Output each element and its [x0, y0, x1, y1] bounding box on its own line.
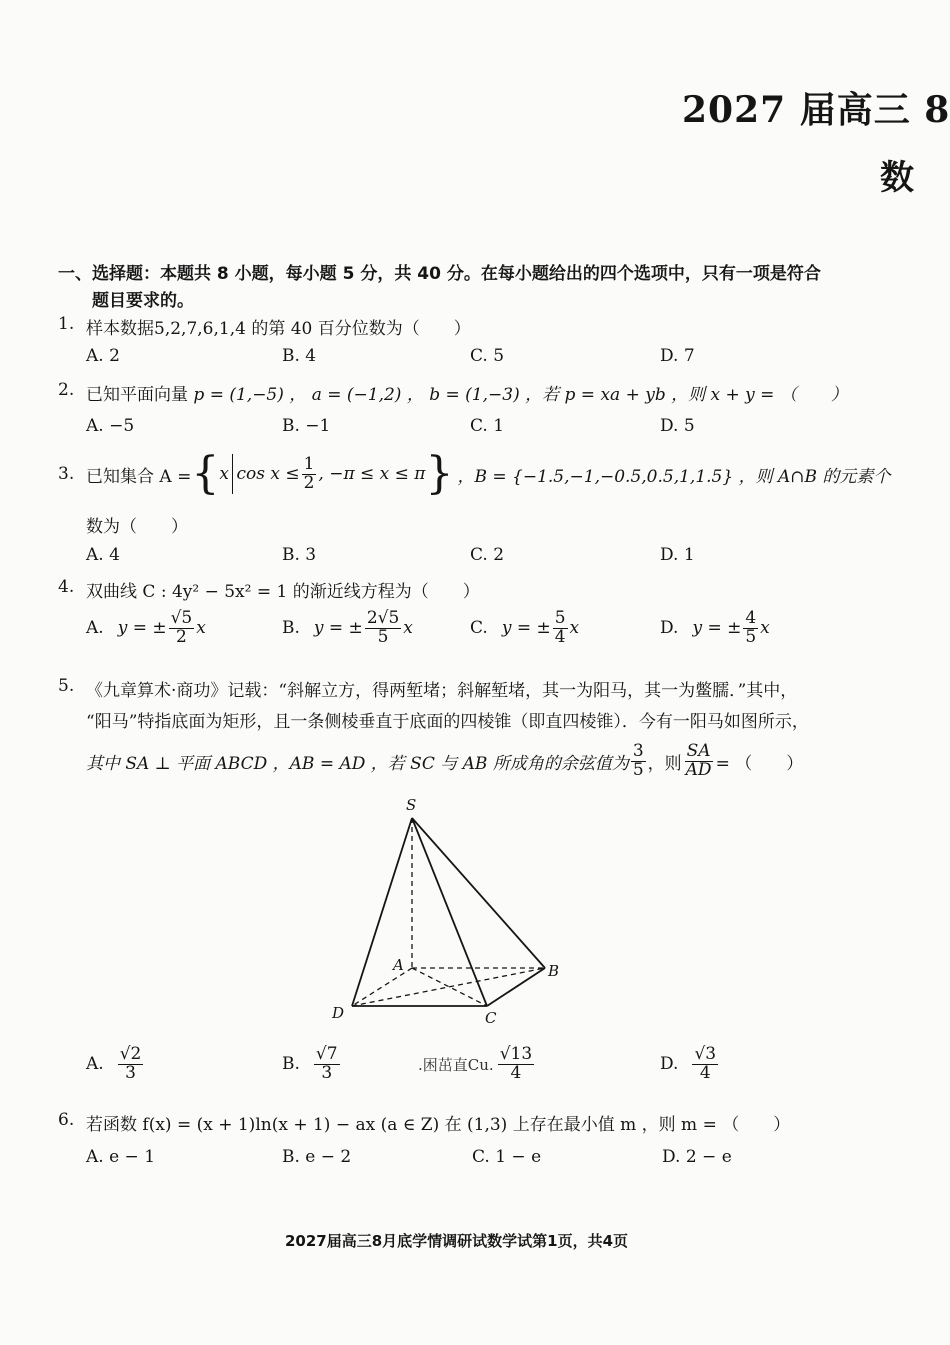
fraction: [314, 1043, 340, 1083]
section-heading: 一、选择题：本题共 8 小题，每小题 5 分，共 40 分。在每小题给出的四个选项中，只有一项是符合: [58, 264, 821, 284]
option-var: x: [196, 618, 206, 639]
question-stem: [86, 446, 890, 502]
fraction-den: 3: [125, 1062, 136, 1083]
question-stem-cont: 数为（ ）: [86, 517, 188, 537]
fraction: [631, 740, 646, 780]
option-var: x: [569, 618, 580, 639]
edge-cb: [487, 968, 545, 1006]
question-stem: 双曲线 C : 4y² − 5x² = 1 的渐近线方程为（ ）: [86, 582, 480, 602]
fraction: [302, 453, 317, 493]
question-stem: [86, 380, 848, 405]
option-d[interactable]: D. 2 − e: [662, 1147, 732, 1167]
fraction: [743, 610, 758, 647]
edge-sc: [412, 818, 487, 1006]
option-label: A.: [86, 618, 104, 639]
option-d[interactable]: D. 5: [660, 416, 695, 436]
stem-math: 其中 SA ⊥ 平面 ABCD ，AB = AD ，若 SC 与 AB 所成角的余弦值为: [86, 753, 629, 774]
fraction-num: √5: [170, 608, 193, 628]
pyramid-figure: [320, 790, 580, 1030]
option-c[interactable]: C. 1: [470, 416, 505, 436]
edge-sd: [352, 818, 412, 1006]
edge-sb: [412, 818, 545, 968]
vertex-label-d: D: [332, 1004, 345, 1022]
option-b[interactable]: B. 4: [282, 346, 317, 366]
question-number: 1.: [58, 314, 75, 334]
question-stem: 若函数 f(x) = (x + 1)ln(x + 1) − ax (a ∈ Z) 在 (1,3) 上存在最小值 m ，则 m = （ ）: [86, 1115, 791, 1135]
option-b[interactable]: B. 3: [282, 545, 317, 565]
question-number: 3.: [58, 464, 75, 484]
fraction-den: 4: [699, 1062, 711, 1083]
question-number: 6.: [58, 1110, 75, 1130]
option-d[interactable]: [660, 610, 770, 647]
vertex-label-a: A: [393, 956, 404, 974]
question-stem: 样本数据5,2,7,6,1,4 的第 40 百分位数为（ ）: [86, 319, 471, 339]
set-close-brace: }: [425, 448, 454, 499]
option-c[interactable]: C. 1 − e: [472, 1147, 542, 1167]
set-open-brace: {: [191, 448, 220, 499]
fraction: [498, 1043, 534, 1083]
option-a[interactable]: [86, 1036, 145, 1092]
vertex-label-b: B: [548, 962, 560, 980]
fraction-num: √2: [119, 1043, 142, 1064]
option-expr: y = ±: [117, 618, 167, 639]
stem-text: ，则: [647, 753, 682, 774]
option-b[interactable]: B. −1: [282, 416, 331, 436]
question-number: 2.: [58, 380, 75, 400]
option-label: B.: [282, 618, 300, 639]
set-range: , −π ≤ x ≤ π: [318, 464, 426, 484]
vertex-label-c: C: [485, 1009, 497, 1027]
option-b[interactable]: B. e − 2: [282, 1147, 352, 1167]
section-heading-cont: 题目要求的。: [92, 291, 194, 311]
option-label: A.: [86, 1054, 104, 1074]
stem-text: 已知平面向量: [86, 385, 194, 405]
set-cond: cos x ≤: [236, 464, 300, 484]
fraction: [365, 610, 401, 647]
option-c[interactable]: C. 5: [470, 346, 505, 366]
fraction-den: 4: [554, 626, 566, 647]
fraction: [169, 610, 195, 647]
set-var: x: [219, 464, 229, 484]
stem-math: p = (1,−5) ， a = (−1,2) ， b = (1,−3) ，若 p = xa + yb ，则 x + y = （ ）: [193, 385, 848, 405]
fraction-num: SA: [686, 740, 711, 761]
option-expr: y = ±: [313, 618, 363, 639]
fraction-num: 3: [632, 740, 644, 761]
question-stem: 《九章算术·商功》记载：“斜解立方，得两堑堵；斜解堑堵，其一为阳马，其一为鳖臑．”其中，: [86, 681, 798, 701]
fraction-den: 2: [176, 626, 187, 647]
fraction-den: 2: [303, 472, 315, 493]
exam-title: 2027 届高三 8: [682, 89, 950, 131]
option-c[interactable]: [470, 610, 579, 647]
question-number: 4.: [58, 577, 75, 597]
fraction-den: 5: [632, 759, 644, 780]
option-b[interactable]: [282, 1036, 342, 1092]
fraction-den: 5: [377, 626, 389, 647]
fraction: [118, 1043, 144, 1083]
fraction-den: 3: [321, 1062, 333, 1083]
option-var: x: [760, 618, 770, 639]
fraction-den: AD: [685, 759, 712, 780]
fraction: [692, 1043, 718, 1083]
fraction: [684, 740, 714, 780]
option-d[interactable]: D. 1: [660, 545, 695, 565]
option-expr: y = ±: [692, 618, 742, 639]
option-a[interactable]: A. e − 1: [86, 1147, 156, 1167]
option-c[interactable]: C. 2: [470, 545, 505, 565]
option-a[interactable]: [86, 610, 206, 647]
option-b[interactable]: [282, 610, 413, 647]
fraction-num: √3: [694, 1043, 717, 1064]
question-stem-cont: “阳马”特指底面为矩形，且一条侧棱垂直于底面的四棱锥（即直四棱锥）．今有一阳马如图所示，: [86, 712, 809, 732]
fraction: [553, 610, 568, 647]
option-d[interactable]: [660, 1036, 720, 1092]
option-d[interactable]: D. 7: [660, 346, 695, 366]
option-label: D.: [660, 618, 679, 639]
option-a[interactable]: A. −5: [86, 416, 135, 436]
option-expr: y = ±: [501, 618, 551, 639]
option-label: D.: [660, 1054, 679, 1074]
fraction-num: √13: [499, 1043, 533, 1064]
option-label: B.: [282, 1054, 300, 1074]
question-stem-cont2: [86, 736, 803, 786]
page-footer: 2027届高三8月底学情调研试数学试第1页，共4页: [285, 1232, 629, 1250]
fraction-den: 5: [745, 626, 757, 647]
fraction-den: 4: [510, 1062, 522, 1083]
option-var: x: [403, 618, 413, 639]
fraction-num: √7: [315, 1043, 338, 1064]
stem-text: 已知集合 A =: [86, 466, 192, 487]
question-number: 5.: [58, 676, 75, 696]
fraction-num: 1: [303, 453, 315, 474]
stem-math: ，B = {−1.5,−1,−0.5,0.5,1,1.5} ，则 A∩B 的元素个: [457, 466, 891, 487]
option-a[interactable]: A. 4: [86, 545, 120, 565]
set-divider: [232, 454, 234, 494]
option-a[interactable]: A. 2: [86, 346, 120, 366]
stem-text: = （ ）: [715, 753, 804, 774]
fraction-num: 2√5: [366, 608, 400, 628]
fraction-num: 4: [745, 608, 757, 628]
fraction-num: 5: [554, 608, 566, 628]
subject-label: 数: [880, 158, 914, 198]
option-c[interactable]: [418, 1036, 536, 1092]
scan-artifact-text: .困茁直Cu.: [418, 1055, 494, 1074]
option-label: C.: [470, 618, 488, 639]
vertex-label-s: S: [406, 796, 417, 814]
